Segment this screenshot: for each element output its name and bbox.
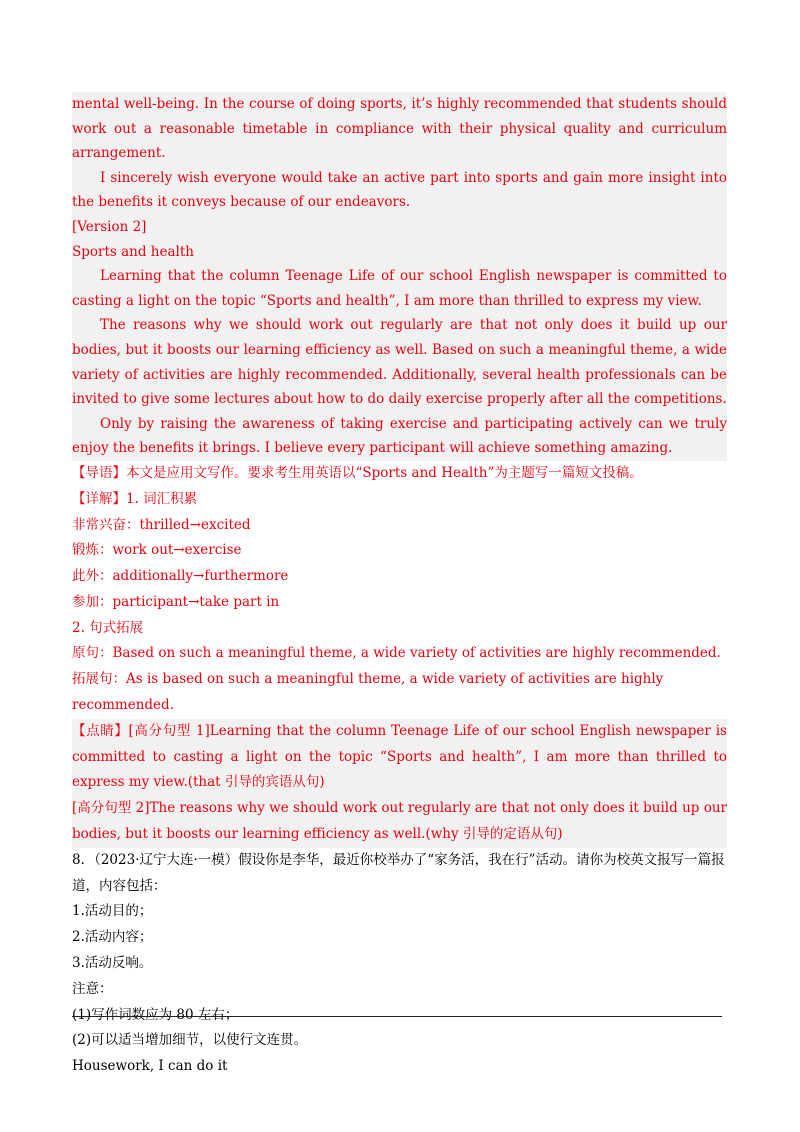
analysis-block: [72, 461, 727, 719]
original-sentence: 原句：Based on such a meaningful theme, a wide variety of activities are highly recommended.: [72, 645, 721, 662]
version2-block: [72, 215, 727, 461]
question-point: 1.活动目的；: [72, 903, 153, 920]
detail-heading: 【详解】1. 词汇积累: [72, 490, 198, 507]
question-8-block: [72, 848, 727, 1080]
answer-line: [72, 1016, 722, 1017]
note-item: (2)可以适当增加细节，以使行文连贯。: [72, 1032, 308, 1049]
vocab-item: 参加：participant→take part in: [72, 593, 280, 610]
version1-tail-block: [72, 92, 727, 215]
question-stem: 8．（2023·辽宁大连·一模）假设你是李华，最近你校举办了“家务活，我在行”活动。请你为校英文报写一篇报道，内容包括：: [72, 851, 725, 894]
question-point: 3.活动反响。: [72, 955, 153, 972]
version2-title: Sports and health: [72, 243, 194, 260]
document-page: [72, 92, 727, 1080]
vocab-item: 非常兴奋：thrilled→excited: [72, 516, 251, 533]
question-point: 2.活动内容；: [72, 929, 153, 946]
version1-paragraph-1: mental well-being. In the course of doing sports, it’s highly recommended that students should work out a reasonable timetable in compliance with their physical quality and curriculum arrangement.: [72, 96, 727, 162]
guide-text: 【导语】本文是应用文写作。要求考生用英语以“Sports and Health”为主题写一篇短文投稿。: [72, 464, 643, 481]
note-item: (1)写作词数应为 80 左右；: [72, 1006, 239, 1023]
version2-paragraph-2: The reasons why we should work out regularly are that not only does it build up our bodies, but it boosts our learning efficiency as well. Based on such a meaningful theme, a wide variety of activities are highly recommended. Additionally, several health professionals can be invited to give some lectures about how to do daily exercise properly after all the competitions.: [72, 317, 727, 408]
version1-paragraph-2: I sincerely wish everyone would take an active part into sports and gain more insight into the benefits it conveys because of our endeavors.: [72, 169, 727, 211]
vocab-item: 锻炼：work out→exercise: [72, 542, 242, 559]
version2-paragraph-1: Learning that the column Teenage Life of our school English newspaper is committed to casting a light on the topic “Sports and health”, I am more than thrilled to express my view.: [72, 268, 727, 309]
sentence-heading: 2. 句式拓展: [72, 619, 144, 636]
version2-label: [Version 2]: [72, 218, 147, 235]
highlight-sentence-2: [高分句型 2]The reasons why we should work out regularly are that not only does it build up our bodies, but it boosts our learning efficiency as well.(why 引导的定语从句): [72, 800, 727, 843]
highlight-sentence-1: 【点睛】[高分句型 1]Learning that the column Teenage Life of our school English newspaper is committed to casting a light on the topic “Sports and health”, I am more than thrilled to express my view.(that 引导的宾语从句): [72, 722, 727, 791]
highlight-block: [72, 719, 727, 848]
essay-title: Housework, I can do it: [72, 1058, 228, 1075]
version2-paragraph-3: Only by raising the awareness of taking exercise and participating actively can we truly enjoy the benefits it brings. I believe every participant will achieve something amazing.: [72, 415, 727, 457]
note-label: 注意：: [72, 980, 113, 997]
vocab-item: 此外：additionally→furthermore: [72, 568, 289, 585]
expanded-sentence: 拓展句：As is based on such a meaningful theme, a wide variety of activities are highly recommended.: [72, 671, 664, 714]
